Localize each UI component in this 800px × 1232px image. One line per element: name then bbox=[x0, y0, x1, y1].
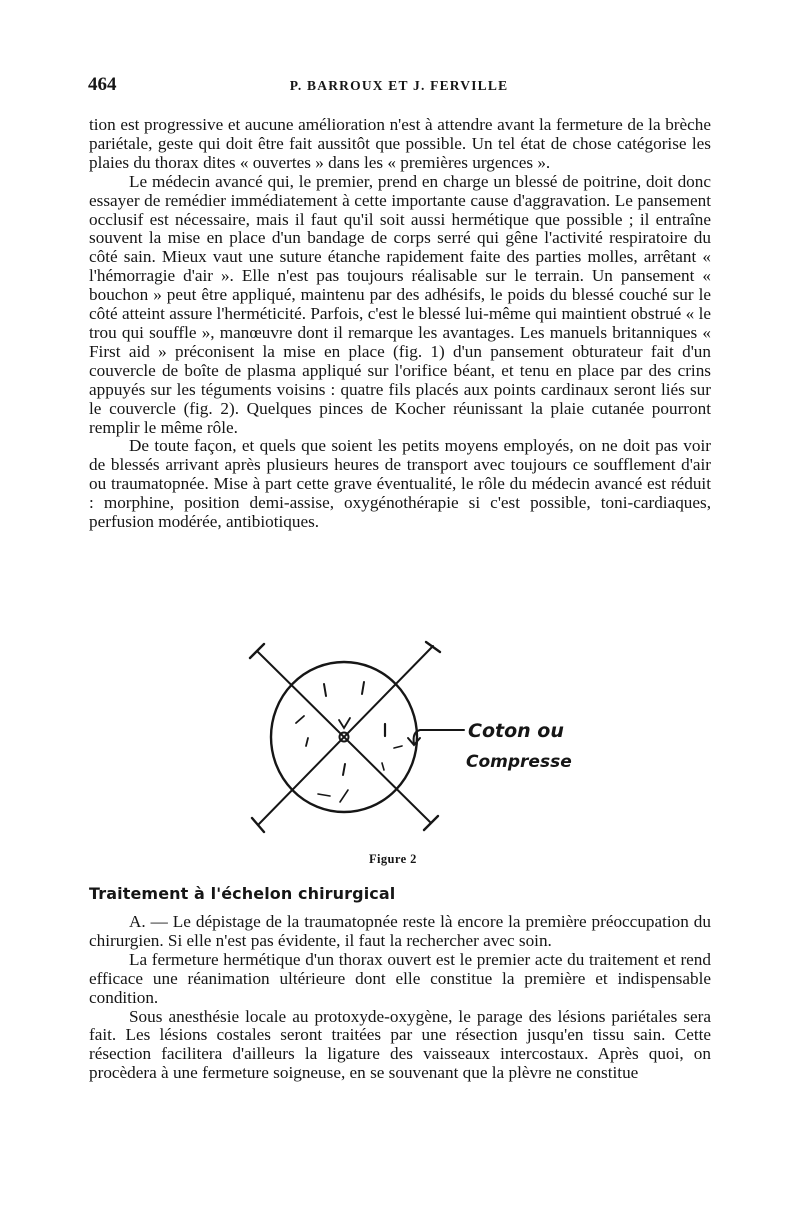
page-header bbox=[88, 74, 710, 98]
body-text-top bbox=[89, 116, 711, 532]
annotation-compress: Compresse bbox=[466, 752, 572, 772]
paragraph-continuation: tion est progressive et aucune amélioration n'est à attendre avant la fermeture de la brèche pariétale, geste qui doit être fait aussitôt que possible. Un tel état de chose catégorise les plaies du thorax dites « ouvertes » dans les « premières urgences ». bbox=[89, 115, 711, 172]
occlusive-dressing-sketch bbox=[244, 638, 584, 848]
paragraph-a-screening: A. — Le dépistage de la traumatopnée reste là encore la première préoccupation du chirurgien. Si elle n'est pas évidente, il faut la rechercher avec soin. bbox=[89, 912, 711, 950]
paragraph-advanced-doctor: Le médecin avancé qui, le premier, prend en charge un blessé de poitrine, doit donc essayer de remédier immédiatement à cette importante cause d'aggravation. Le pansement occlusif est nécessaire, mais il faut qu'il soit aussi hermétique que possible ; il entraîne souvent la mise en place d'un bandage de corps serré qui gêne l'activité respiratoire du côté sain. Mieux vaut une suture étanche rapidement faite des parties molles, arrêtant « l'hémorragie d'air ». Elle n'est pas toujours réalisable sur le terrain. Un pansement « bouchon » peut être appliqué, maintenu par des adhésifs, le poids du blessé couché sur le côté atteint assure l'herméticité. Parfois, c'est le blessé lui-même qui maintient obstrué « le trou qui souffle », manœuvre dont il remarque les avantages. Les manuels britanniques « First aid » préconisent la mise en place (fig. 1) d'un pansement obturateur fait d'un couvercle de boîte de plasma appliqué sur l'orifice béant, et tenu en place par des crins appuyés sur les téguments voisins : quatre fils placés aux points cardinaux seront liés sur le couvercle (fig. 2). Quelques pinces de Kocher réunissant la plaie cutanée pourront remplir le même rôle. bbox=[89, 171, 711, 437]
page-number: 464 bbox=[88, 74, 117, 95]
section-heading: Traitement à l'échelon chirurgical bbox=[89, 884, 396, 903]
figure-caption: Figure 2 bbox=[369, 852, 417, 866]
pointer-arrow bbox=[414, 730, 464, 744]
figure-2-drawing bbox=[244, 638, 584, 848]
paragraph-local-anesthesia: Sous anesthésie locale au protoxyde-oxygène, le parage des lésions pariétales sera fait. Les lésions costales seront traitées par une résection jusqu'en tissu sain. Cette résection facilitera d'ailleurs la ligature des vaisseaux intercostaux. Après quoi, on procèdera à une fermeture soigneuse, en se souvenant que la plèvre ne constitue bbox=[89, 1006, 711, 1083]
annotation-cotton: Coton ou bbox=[468, 720, 564, 742]
body-text-bottom bbox=[89, 913, 711, 1083]
paragraph-hermetic-closure: La fermeture hermétique d'un thorax ouvert est le premier acte du traitement et rend efficace une réanimation ultérieure dont elle constitue la première et indispensable condition. bbox=[89, 949, 711, 1007]
paragraph-in-any-case: De toute façon, et quels que soient les petits moyens employés, on ne doit pas voir de blessés arrivant après plusieurs heures de transport avec toujours ce soufflement d'air ou traumatopnée. Mise à part cette grave éventualité, le rôle du médecin avancé est réduit : morphine, position demi-assise, oxygénothérapie si c'est possible, toni-cardiaques, perfusion modérée, antibiotiques. bbox=[89, 436, 711, 532]
running-head: P. BARROUX ET J. FERVILLE bbox=[289, 78, 509, 93]
